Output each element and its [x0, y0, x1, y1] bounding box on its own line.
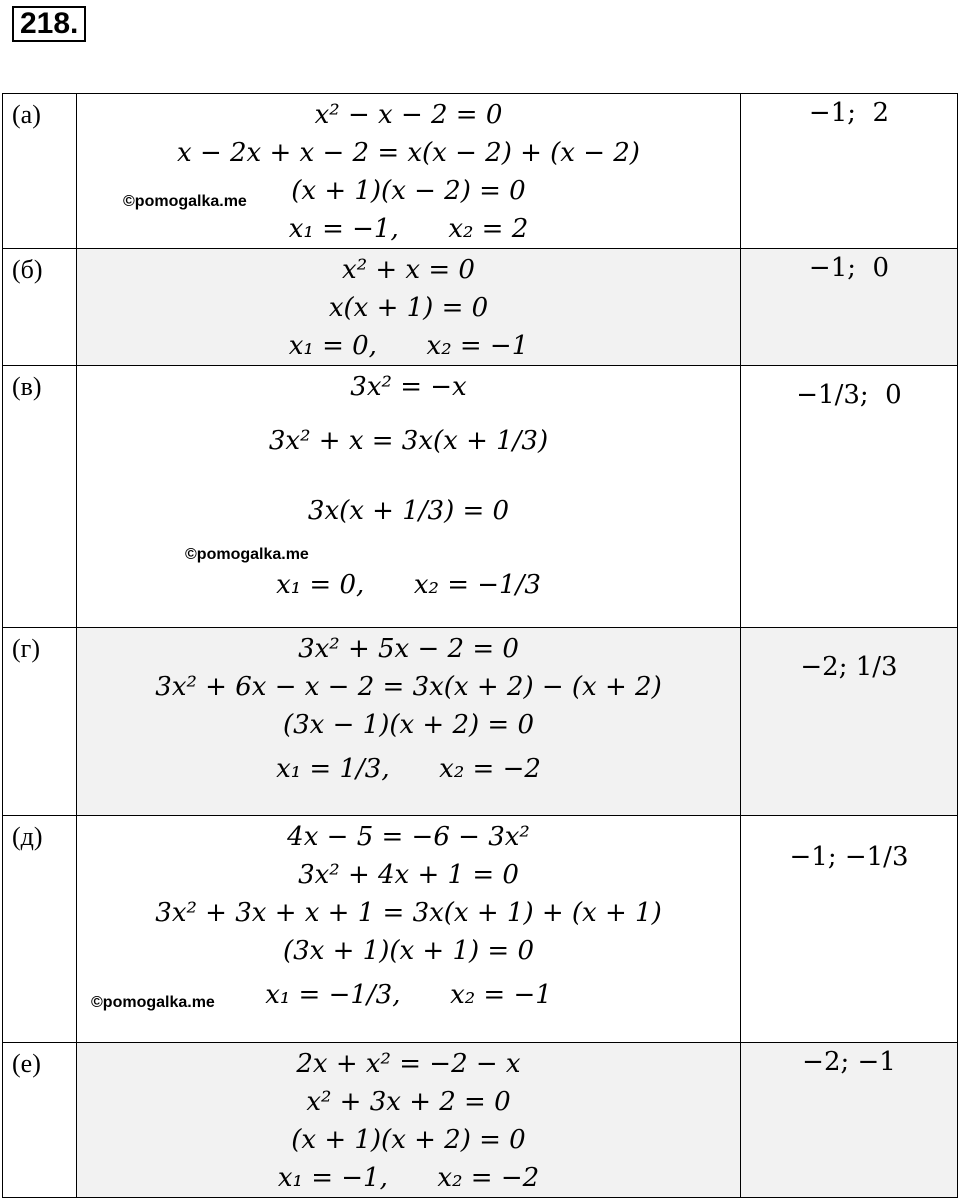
answer-value: −2; 1/3 [800, 652, 898, 682]
watermark: ©pomogalka.me [123, 193, 247, 210]
row-label: (в) [3, 366, 77, 628]
answer-cell [741, 366, 958, 628]
answer-cell [741, 249, 958, 366]
equation-line: x₁ = −1, x₂ = 2 [288, 214, 529, 244]
equation-line: x² − x − 2 = 0 [314, 100, 503, 130]
answer-cell [741, 1043, 958, 1198]
equation-line: 3x² = −x [350, 372, 467, 402]
equation-line: 3x² + 6x − x − 2 = 3x(x + 2) − (x + 2) [155, 672, 662, 702]
answer-value: −2; −1 [802, 1047, 896, 1077]
equation-line: 2x + x² = −2 − x [296, 1049, 521, 1079]
answer-value: −1/3; 0 [796, 380, 902, 410]
equation-line: x₁ = −1, x₂ = −2 [277, 1163, 540, 1193]
answer-value: −1; 0 [808, 253, 890, 283]
equation-line: (3x + 1)(x + 1) = 0 [282, 936, 534, 966]
answer-value: −1; −1/3 [789, 842, 909, 872]
answer-value: −1; 2 [808, 98, 890, 128]
equation-line: x² + x = 0 [342, 255, 475, 285]
solution-cell [77, 628, 741, 816]
answer-cell [741, 94, 958, 249]
row-label: (б) [3, 249, 77, 366]
equation-line: x₁ = 0, x₂ = −1/3 [276, 570, 541, 600]
table-row [3, 94, 958, 249]
equation-line: (3x − 1)(x + 2) = 0 [282, 710, 534, 740]
table-row [3, 249, 958, 366]
equation-line: x₁ = 0, x₂ = −1 [288, 331, 529, 361]
solutions-table [2, 93, 958, 1198]
equation-line: x₁ = 1/3, x₂ = −2 [276, 754, 541, 784]
answer-cell [741, 816, 958, 1043]
solution-cell [77, 366, 741, 628]
table-row [3, 366, 958, 628]
problem-number: 218. [12, 6, 86, 42]
equation-line: (x + 1)(x − 2) = 0 [291, 176, 526, 206]
watermark: ©pomogalka.me [185, 546, 309, 563]
equation-line: x − 2x + x − 2 = x(x − 2) + (x − 2) [177, 138, 640, 168]
equation-line: 3x² + 4x + 1 = 0 [298, 860, 519, 890]
solution-cell [77, 94, 741, 249]
equation-line: 3x² + 3x + x + 1 = 3x(x + 1) + (x + 1) [155, 898, 662, 928]
table-row [3, 816, 958, 1043]
equation-line: 3x² + 5x − 2 = 0 [298, 634, 519, 664]
watermark: ©pomogalka.me [91, 994, 215, 1011]
row-label: (а) [3, 94, 77, 249]
row-label: (е) [3, 1043, 77, 1198]
equation-line: 3x² + x = 3x(x + 1/3) [268, 426, 549, 456]
table-row [3, 1043, 958, 1198]
row-label: (д) [3, 816, 77, 1043]
solution-cell [77, 1043, 741, 1198]
equation-line: x₁ = −1/3, x₂ = −1 [265, 980, 552, 1010]
equation-line: x(x + 1) = 0 [328, 293, 489, 323]
table-row [3, 628, 958, 816]
answer-cell [741, 628, 958, 816]
equation-line: x² + 3x + 2 = 0 [306, 1087, 511, 1117]
equation-line: 3x(x + 1/3) = 0 [307, 496, 510, 526]
equation-line: (x + 1)(x + 2) = 0 [291, 1125, 526, 1155]
solution-cell [77, 816, 741, 1043]
solution-cell [77, 249, 741, 366]
row-label: (г) [3, 628, 77, 816]
equation-line: 4x − 5 = −6 − 3x² [287, 822, 530, 852]
